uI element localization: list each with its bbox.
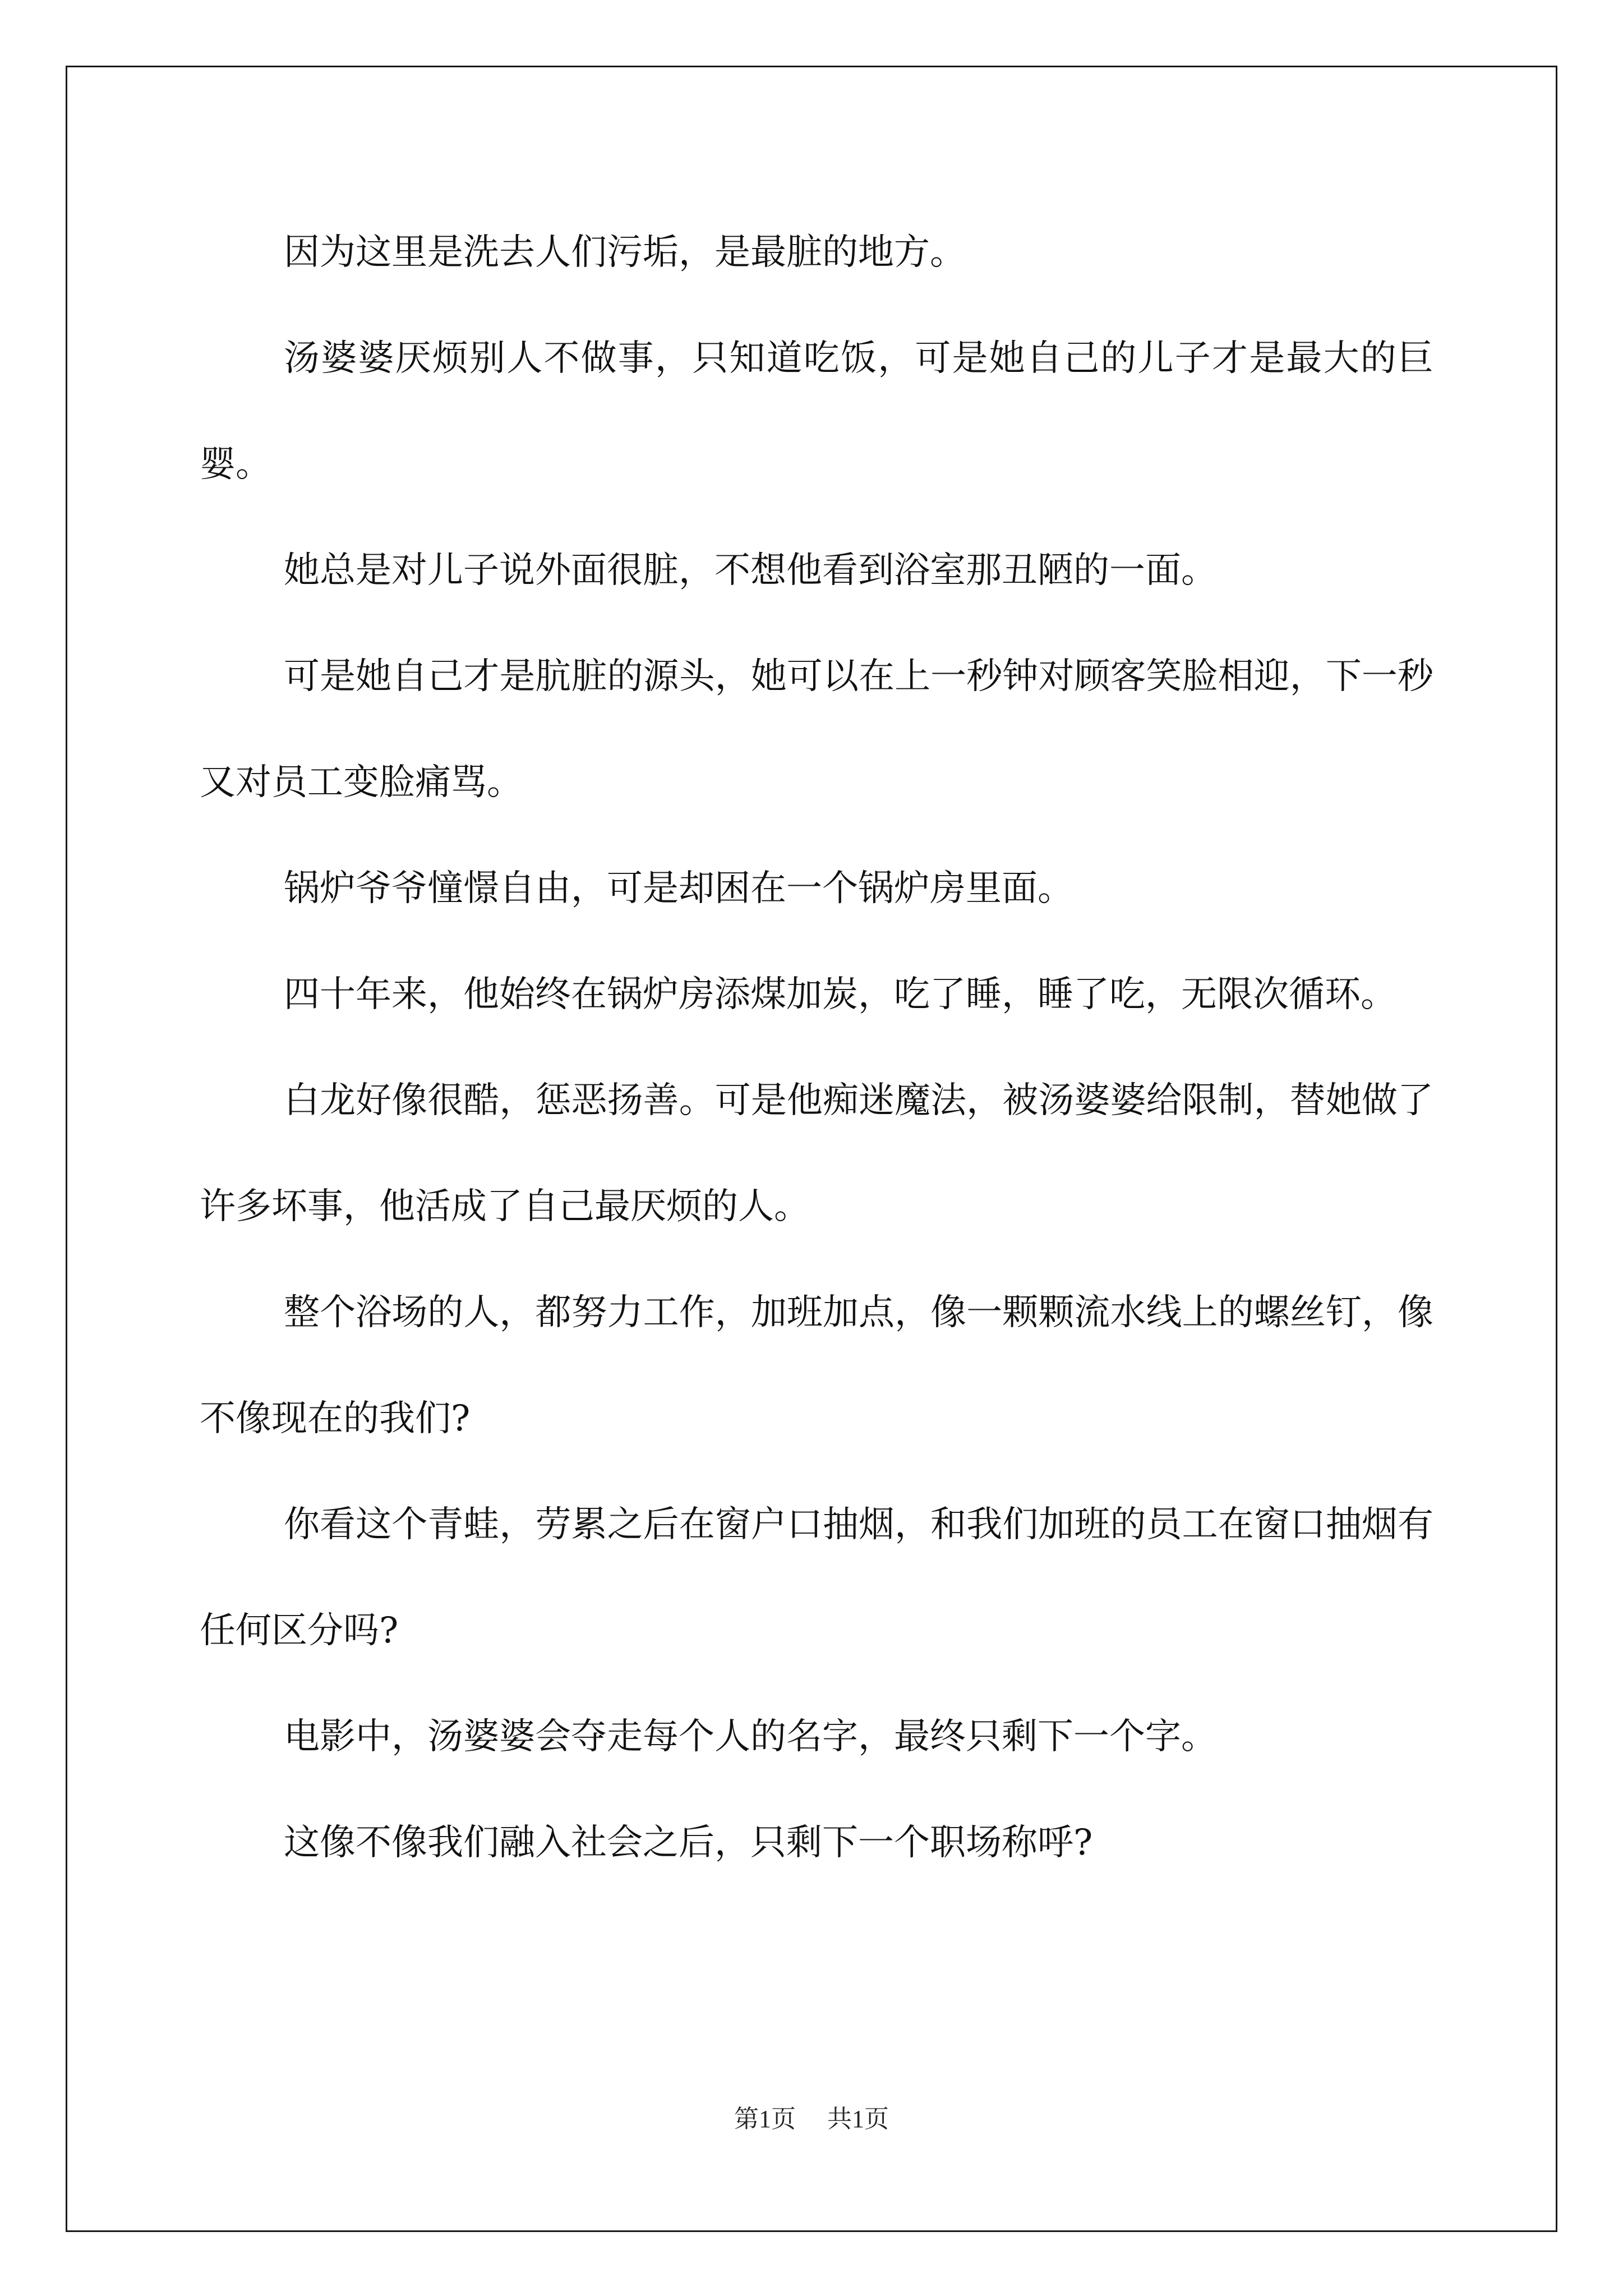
paragraph: 电影中，汤婆婆会夺走每个人的名字，最终只剩下一个字。 bbox=[284, 1716, 1217, 1757]
paragraph: 因为这里是洗去人们污垢，是最脏的地方。 bbox=[284, 232, 966, 273]
paragraph: 四十年来，他始终在锅炉房添煤加炭，吃了睡，睡了吃，无限次循环。 bbox=[284, 974, 1396, 1015]
paragraph: 你看这个青蛙，劳累之后在窗户口抽烟，和我们加班的员工在窗口抽烟有任何区分吗? bbox=[200, 1504, 1433, 1651]
paragraph: 可是她自己才是肮脏的源头，她可以在上一秒钟对顾客笑脸相迎，下一秒又对员工变脸痛骂。 bbox=[200, 656, 1433, 803]
paragraph: 整个浴场的人，都努力工作，加班加点，像一颗颗流水线上的螺丝钉，像不像现在的我们? bbox=[200, 1292, 1433, 1439]
page-number-total: 共1页 bbox=[827, 2105, 889, 2133]
paragraph: 汤婆婆厌烦别人不做事，只知道吃饭，可是她自己的儿子才是最大的巨婴。 bbox=[200, 338, 1433, 485]
paragraph: 她总是对儿子说外面很脏，不想他看到浴室那丑陋的一面。 bbox=[284, 550, 1217, 591]
document-body bbox=[200, 200, 1433, 1896]
page-footer bbox=[0, 2102, 1623, 2136]
paragraph: 白龙好像很酷，惩恶扬善。可是他痴迷魔法，被汤婆婆给限制，替她做了许多坏事，他活成了自己最厌烦的人。 bbox=[200, 1080, 1433, 1227]
paragraph: 锅炉爷爷憧憬自由，可是却困在一个锅炉房里面。 bbox=[284, 868, 1073, 909]
paragraph: 这像不像我们融入社会之后，只剩下一个职场称呼? bbox=[284, 1822, 1093, 1864]
page-number-current: 第1页 bbox=[734, 2105, 796, 2133]
